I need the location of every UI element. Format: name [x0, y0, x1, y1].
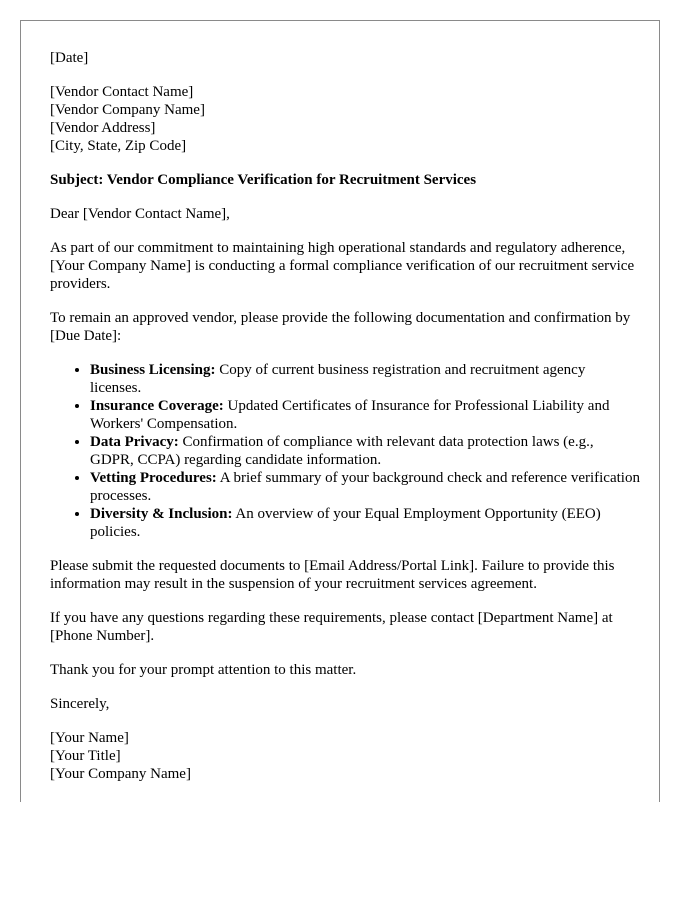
thanks-paragraph: Thank you for your prompt attention to this matter. — [50, 662, 357, 678]
contact-paragraph: If you have any questions regarding these requirements, please contact [Department Name] at [Phone Number]. — [50, 610, 613, 644]
letter-page — [20, 20, 660, 802]
intro-paragraph: As part of our commitment to maintaining high operational standards and regulatory adherence, [Your Company Name] is conducting a formal compliance verification of our recruitment service providers. — [50, 240, 635, 292]
list-item — [90, 433, 640, 469]
requirement-text: Updated Certificates of Insurance for Professional Liability and Workers' Compensation. — [90, 398, 610, 432]
requirement-text: Copy of current business registration and recruitment agency licenses. — [90, 362, 586, 396]
list-item — [90, 505, 640, 541]
letter-salutation: Dear [Vendor Contact Name], — [50, 206, 230, 222]
requirement-title: Vetting Procedures: — [90, 470, 217, 486]
requirement-title: Diversity & Inclusion: — [90, 506, 233, 522]
signature-block — [50, 729, 640, 783]
letter-subject: Subject: Vendor Compliance Verification for Recruitment Services — [50, 172, 477, 188]
letter-date: [Date] — [50, 50, 89, 66]
recipient-address — [50, 83, 640, 155]
signature-name: [Your Name] — [50, 730, 129, 746]
requirement-text: Confirmation of compliance with relevant data protection laws (e.g., GDPR, CCPA) regarding candidate information. — [90, 434, 594, 468]
list-item — [90, 361, 640, 397]
signature-company: [Your Company Name] — [50, 766, 191, 782]
signature-title: [Your Title] — [50, 748, 121, 764]
recipient-city-state-zip: [City, State, Zip Code] — [50, 138, 187, 154]
recipient-contact-name: [Vendor Contact Name] — [50, 84, 194, 100]
requirement-title: Data Privacy: — [90, 434, 179, 450]
recipient-company-name: [Vendor Company Name] — [50, 102, 205, 118]
requirement-text: A brief summary of your background check and reference verification processes. — [90, 470, 640, 504]
requirement-title: Insurance Coverage: — [90, 398, 224, 414]
requirement-text: An overview of your Equal Employment Opportunity (EEO) policies. — [90, 506, 601, 540]
requirement-title: Business Licensing: — [90, 362, 216, 378]
request-paragraph: To remain an approved vendor, please provide the following documentation and confirmation by [Due Date]: — [50, 310, 631, 344]
list-item — [90, 469, 640, 505]
submission-paragraph: Please submit the requested documents to [Email Address/Portal Link]. Failure to provide this information may result in the suspension of your recruitment services agreement. — [50, 558, 615, 592]
requirements-list — [50, 361, 640, 541]
letter-closing: Sincerely, — [50, 696, 110, 712]
letter-body — [50, 49, 640, 783]
recipient-street-address: [Vendor Address] — [50, 120, 156, 136]
list-item — [90, 397, 640, 433]
